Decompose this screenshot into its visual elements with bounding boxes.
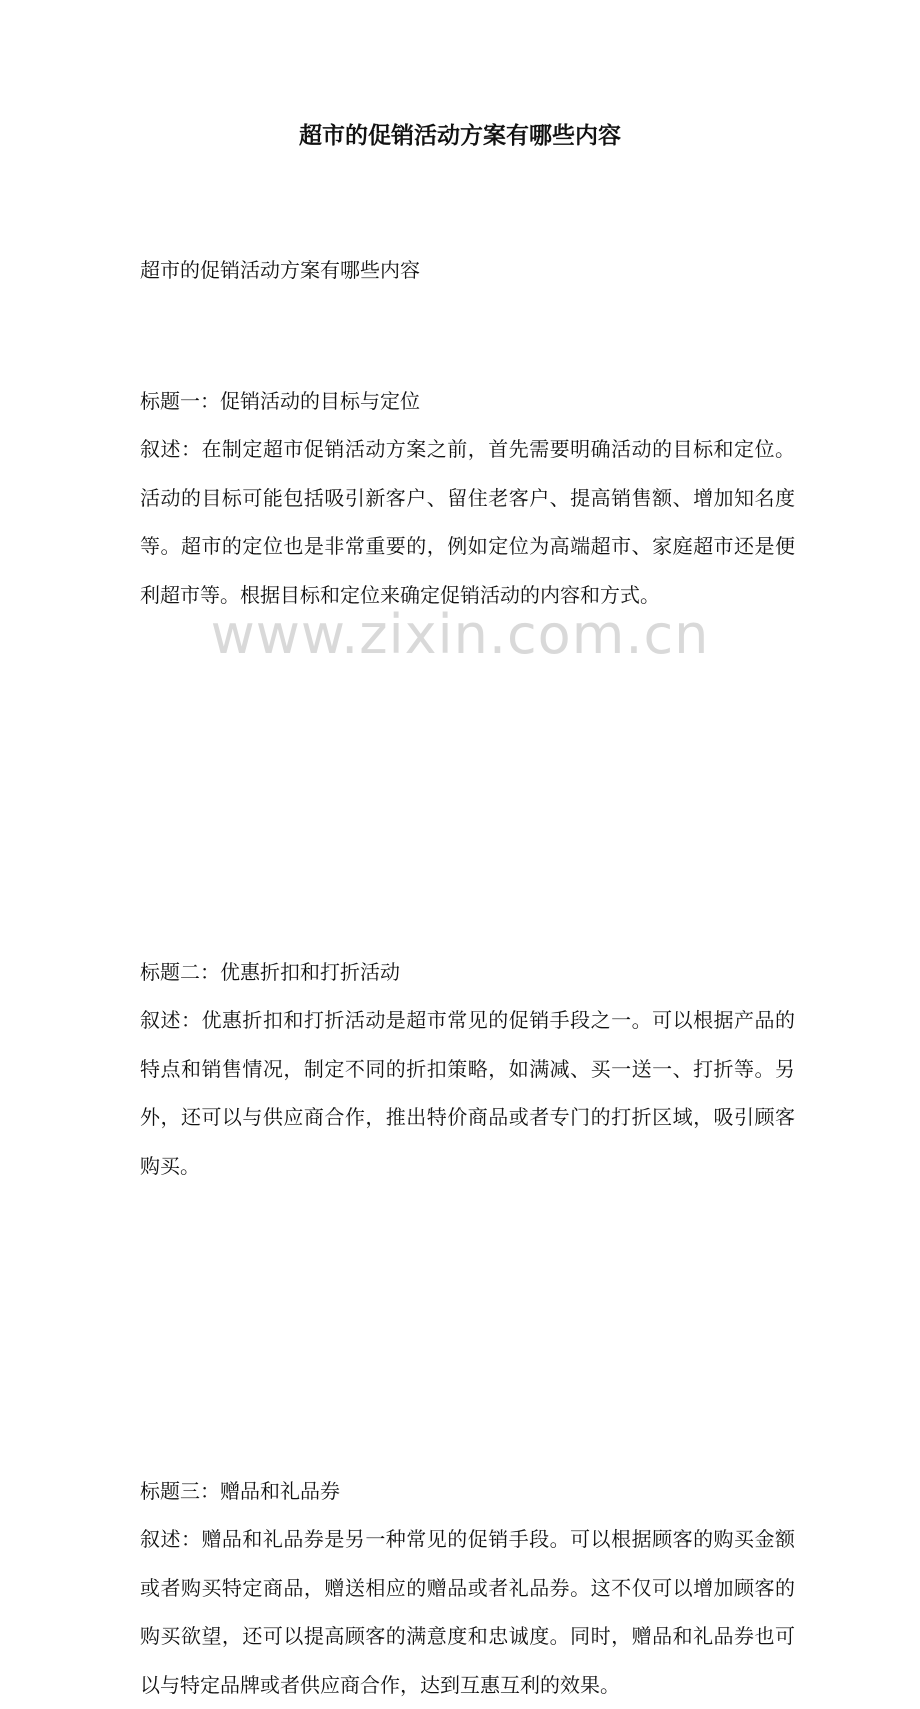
section-heading: 标题三：赠品和礼品券 (140, 1479, 340, 1503)
section-gifts-vouchers (140, 1473, 795, 1709)
section-body: 叙述：优惠折扣和打折活动是超市常见的促销手段之一。可以根据产品的特点和销售情况，制定不同的折扣策略，如满减、买一送一、打折等。另外，还可以与供应商合作，推出特价商品或者专门的打折区域，吸引顾客购买。 (140, 1008, 795, 1178)
section-body: 叙述：在制定超市促销活动方案之前，首先需要明确活动的目标和定位。活动的目标可能包括吸引新客户、留住老客户、提高销售额、增加知名度等。超市的定位也是非常重要的，例如定位为高端超市、家庭超市还是便利超市等。根据目标和定位来确定促销活动的内容和方式。 (140, 437, 795, 607)
section-goals-positioning (140, 383, 795, 619)
document-subtitle: 超市的促销活动方案有哪些内容 (140, 258, 420, 282)
watermark: www.zixin.com.cn (210, 603, 710, 666)
section-body: 叙述：赠品和礼品券是另一种常见的促销手段。可以根据顾客的购买金额或者购买特定商品，赠送相应的赠品或者礼品券。这不仅可以增加顾客的购买欲望，还可以提高顾客的满意度和忠诚度。同时，赠品和礼品券也可以与特定品牌或者供应商合作，达到互惠互利的效果。 (140, 1527, 795, 1697)
section-heading: 标题一：促销活动的目标与定位 (140, 389, 420, 413)
section-discounts (140, 954, 795, 1190)
document-title: 超市的促销活动方案有哪些内容 (299, 122, 621, 149)
section-heading: 标题二：优惠折扣和打折活动 (140, 960, 400, 984)
